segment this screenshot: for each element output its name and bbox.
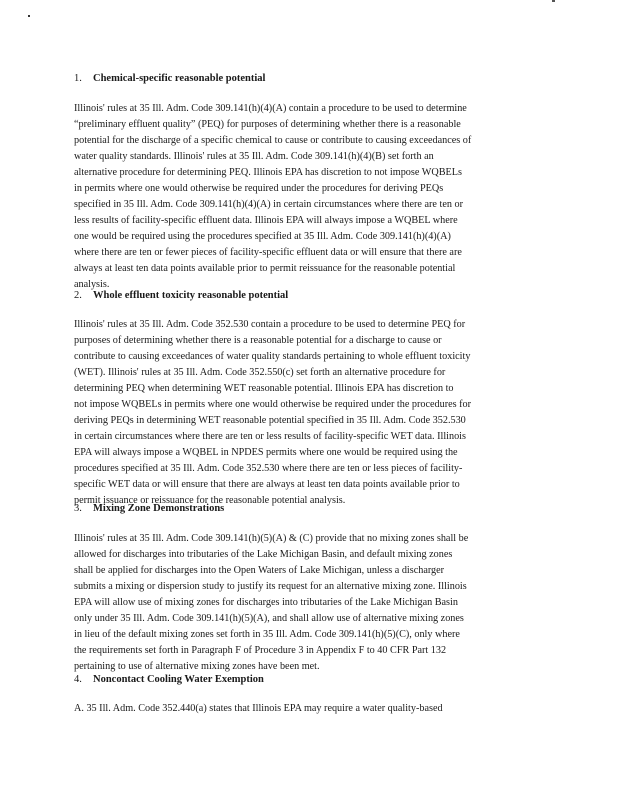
paragraph-line: permit issuance or reissuance for the reasonable potential analysis. [74, 495, 346, 506]
paragraph-line: submits a mixing or dispersion study to justify its request for an alternative mixing zone. Illinois [74, 581, 467, 592]
paragraph-line: Illinois' rules at 35 Ill. Adm. Code 352.530 contain a procedure to be used to determine PEQ for [74, 319, 466, 330]
paragraph-line: contribute to causing exceedances of water quality standards pertaining to whole effluent toxicity [74, 351, 471, 362]
paragraph-line: water quality standards. Illinois' rules at 35 Ill. Adm. Code 309.141(h)(4)(B) set forth an [74, 151, 434, 162]
paragraph-line: specified in 35 Ill. Adm. Code 309.141(h)(4)(A) in certain circumstances where there are ten or [74, 199, 463, 210]
section-3-heading [74, 501, 224, 517]
section-2-number: 2. [74, 290, 82, 301]
section-3-paragraph [74, 531, 562, 675]
paragraph-line: “preliminary effluent quality” (PEQ) for purposes of determining whether there is a reasonable [74, 119, 461, 130]
paragraph-line: EPA will always impose a WQBEL in NPDES permits where one would be required using the [74, 447, 458, 458]
paragraph-line: in certain circumstances where there are ten or less results of facility-specific WET data. Illinois [74, 431, 466, 442]
section-4-number: 4. [74, 674, 82, 685]
paragraph-line: in lieu of the default mixing zones set forth in 35 Ill. Adm. Code 309.141(h)(5)(C), only where [74, 629, 460, 640]
section-4-heading [74, 672, 264, 688]
section-2-heading [74, 288, 288, 304]
section-1-heading [74, 71, 265, 87]
paragraph-line: potential for the discharge of a specific chemical to cause or contribute to causing exceedances of [74, 135, 472, 146]
paragraph-line: the requirements set forth in Paragraph F of Procedure 3 in Appendix F to 40 CFR Part 132 [74, 645, 447, 656]
paragraph-line: procedures specified at 35 Ill. Adm. Code 352.530 where there are ten or less pieces of facility- [74, 463, 463, 474]
section-3-title: Mixing Zone Demonstrations [93, 503, 225, 514]
paragraph-line: less results of facility-specific effluent data. Illinois EPA will always impose a WQBEL where [74, 215, 458, 226]
section-1-paragraph [74, 101, 562, 293]
paragraph-line: Illinois' rules at 35 Ill. Adm. Code 309.141(h)(5)(A) & (C) provide that no mixing zones shall be [74, 533, 469, 544]
paragraph-line: deriving PEQs in determining WET reasonable potential specified in 35 Ill. Adm. Code 352.530 [74, 415, 466, 426]
section-1-title: Chemical-specific reasonable potential [93, 73, 266, 84]
section-3-number: 3. [74, 503, 82, 514]
paragraph-line: only under 35 Ill. Adm. Code 309.141(h)(5)(A), and shall allow use of alternative mixing zones [74, 613, 464, 624]
paragraph-line: analysis. [74, 279, 110, 290]
section-1-number: 1. [74, 73, 82, 84]
paragraph-line: one would be required using the procedures specified at 35 Ill. Adm. Code 309.141(h)(4)(A) [74, 231, 451, 242]
paragraph-line: purposes of determining whether there is a reasonable potential for a discharge to cause or [74, 335, 442, 346]
paragraph-line: always at least ten data points available prior to permit reissuance for the reasonable potential [74, 263, 456, 274]
scan-mark-top [552, 0, 555, 2]
paragraph-line: specific WET data or will ensure that there are always at least ten data points available prior to [74, 479, 460, 490]
paragraph-line: pertaining to use of alternative mixing zones have been met. [74, 661, 320, 672]
section-4-title: Noncontact Cooling Water Exemption [93, 674, 264, 685]
scan-mark [28, 15, 30, 17]
section-2-paragraph [74, 317, 562, 509]
section-2-title: Whole effluent toxicity reasonable potential [93, 290, 289, 301]
paragraph-line: determining PEQ when determining WET reasonable potential. Illinois EPA has discretion to [74, 383, 454, 394]
paragraph-line: where there are ten or fewer pieces of facility-specific effluent data or will ensure that there are [74, 247, 462, 258]
paragraph-line: shall be applied for discharges into the Open Waters of Lake Michigan, unless a discharger [74, 565, 445, 576]
paragraph-line: EPA will allow use of mixing zones for discharges into tributaries of the Lake Michigan Basin [74, 597, 458, 608]
paragraph-line: Illinois' rules at 35 Ill. Adm. Code 309.141(h)(4)(A) contain a procedure to be used to determine [74, 103, 467, 114]
paragraph-line: alternative procedure for determining PEQ. Illinois EPA has discretion to not impose WQBELs [74, 167, 462, 178]
paragraph-line: A. 35 Ill. Adm. Code 352.440(a) states that Illinois EPA may require a water quality-based [74, 703, 443, 714]
paragraph-line: not impose WQBELs in permits where one would otherwise be required under the procedures for [74, 399, 472, 410]
paragraph-line: (WET). Illinois' rules at 35 Ill. Adm. Code 352.550(c) set forth an alternative procedure for [74, 367, 446, 378]
section-4-paragraph [74, 701, 562, 717]
paragraph-line: allowed for discharges into tributaries of the Lake Michigan Basin, and default mixing zones [74, 549, 453, 560]
paragraph-line: in permits where one would otherwise be required under the procedures for deriving PEQs [74, 183, 444, 194]
